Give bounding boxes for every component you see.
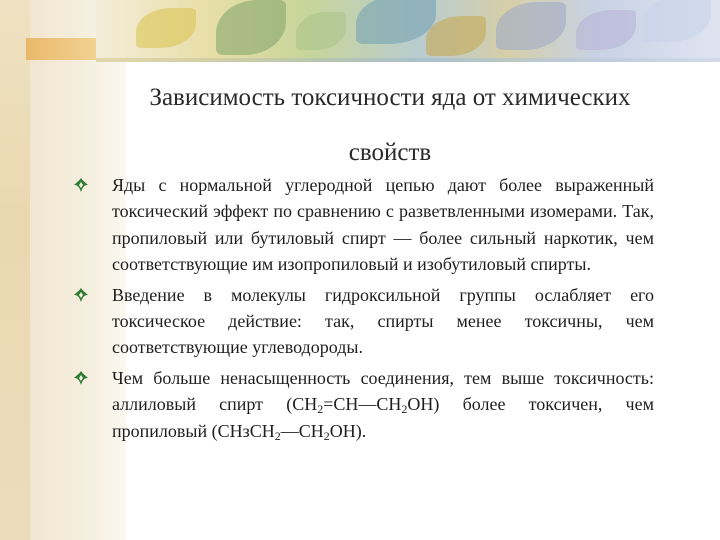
bullet-list xyxy=(72,172,654,448)
diamond-clover-icon xyxy=(74,288,88,302)
subscript-text: 2 xyxy=(317,402,324,417)
slide-title: Зависимость токсичности яда от химических свойств xyxy=(149,84,631,166)
bullet-text: —CH xyxy=(280,420,324,441)
subscript-text: 2 xyxy=(323,428,330,443)
bullet-text: Яды с нормальной углеродной цепью дают более выраженный токсический эффект по сравнению с разветвленными изомерами. Так, пропиловый или бутиловый спирт — более сильный наркотик, чем соответствующие им изопропиловый и изобутиловый спирты. xyxy=(112,175,654,275)
bullet-item xyxy=(72,172,654,278)
bullet-text: OH) более токсичен, чем пропиловый (CHзCH xyxy=(112,394,654,441)
bullet-text: OH). xyxy=(329,420,367,441)
bullet-item xyxy=(72,365,654,444)
top-floral-banner xyxy=(96,0,720,62)
diamond-clover-icon xyxy=(74,178,88,192)
subscript-text: 2 xyxy=(274,428,281,443)
left-decor-strip xyxy=(0,0,30,540)
bullet-text: Чем больше ненасыщенность соединения, тем выше токсичность: аллиловый спирт (CH xyxy=(112,367,654,415)
diamond-clover-icon xyxy=(74,371,88,385)
bullet-text: Введение в молекулы гидроксильной группы ослабляет его токсическое действие: так, спирты менее токсичны, чем соответствующие углеводороды. xyxy=(112,284,654,358)
bullet-item xyxy=(72,282,654,361)
subscript-text: 2 xyxy=(401,402,408,417)
corner-accent xyxy=(26,38,96,60)
banner-edge xyxy=(96,58,720,62)
bullet-text: =CH—CH xyxy=(323,394,402,415)
